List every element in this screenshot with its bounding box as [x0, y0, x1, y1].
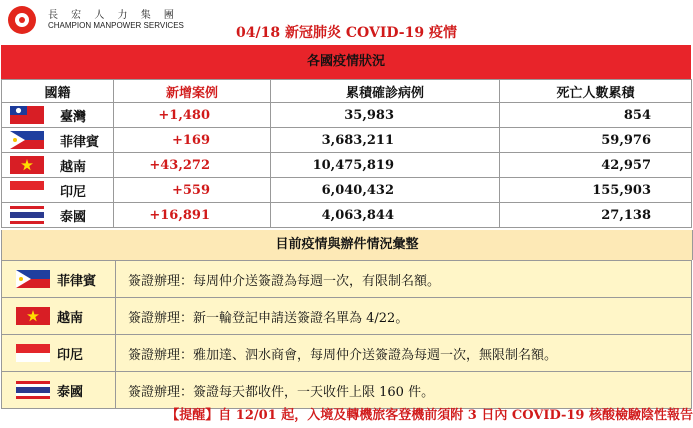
page-title: 04/18 新冠肺炎 COVID-19 疫情 [236, 25, 457, 41]
country-cell [2, 298, 116, 335]
deaths-value: 27,138 [500, 203, 692, 228]
indonesia-flag-icon [10, 181, 44, 199]
new-cases-value: +559 [114, 178, 271, 203]
column-header-country: 國籍 [2, 80, 114, 103]
visa-status-text: 簽證辦理：簽證每天都收件，一天收件上限 160 件。 [116, 372, 692, 409]
new-cases-value: +16,891 [114, 203, 271, 228]
new-cases-value: +43,272 [114, 153, 271, 178]
cumulative-value: 35,983 [271, 103, 500, 128]
country-name: 泰國 [57, 385, 84, 400]
header [0, 0, 693, 44]
logo-english-name: CHAMPION MANPOWER SERVICES [48, 21, 184, 30]
visa-table [1, 260, 692, 409]
country-name: 泰國 [60, 210, 87, 225]
country-cell [2, 103, 114, 128]
table-row [2, 335, 692, 372]
country-cell [2, 178, 114, 203]
country-cell [2, 128, 114, 153]
cumulative-value: 6,040,432 [271, 178, 500, 203]
cumulative-value: 3,683,211 [271, 128, 500, 153]
deaths-value: 854 [500, 103, 692, 128]
visa-banner: 目前疫情與辦件情況彙整 [1, 230, 693, 260]
country-name: 印尼 [57, 348, 84, 363]
thailand-flag-icon [10, 206, 44, 224]
country-cell [2, 261, 116, 298]
footer-reminder: 【提醒】自 12/01 起，入境及轉機旅客登機前須附 3 日內 COVID-19 核酸檢驗陰性報告 [166, 408, 693, 423]
table-row [2, 203, 692, 228]
philippines-flag-icon [16, 270, 50, 288]
column-header-cumulative: 累積確診病例 [271, 80, 500, 103]
deaths-value: 42,957 [500, 153, 692, 178]
column-header-new-cases: 新增案例 [114, 80, 271, 103]
column-header-deaths: 死亡人數累積 [500, 80, 692, 103]
cumulative-value: 10,475,819 [271, 153, 500, 178]
table-row [2, 298, 692, 335]
visa-status-text: 簽證辦理：每周仲介送簽證為每週一次，有限制名額。 [116, 261, 692, 298]
new-cases-value: +169 [114, 128, 271, 153]
vietnam-flag-icon [10, 156, 44, 174]
table-row [2, 178, 692, 203]
country-cell [2, 203, 114, 228]
visa-status-text: 簽證辦理：雅加達、泗水商會，每周仲介送簽證為每週一次，無限制名額。 [116, 335, 692, 372]
country-name: 菲律賓 [57, 274, 97, 289]
country-name: 菲律賓 [60, 135, 100, 150]
logo-chinese-name: 長 宏 人 力 集 團 [48, 10, 179, 21]
philippines-flag-icon [10, 131, 44, 149]
country-cell [2, 372, 116, 409]
status-table-header [2, 80, 692, 103]
table-row [2, 372, 692, 409]
country-name: 越南 [60, 160, 87, 175]
country-name: 臺灣 [60, 110, 87, 125]
table-row [2, 128, 692, 153]
table-row [2, 103, 692, 128]
country-name: 越南 [57, 311, 84, 326]
country-cell [2, 153, 114, 178]
cumulative-value: 4,063,844 [271, 203, 500, 228]
thailand-flag-icon [16, 381, 50, 399]
table-row [2, 261, 692, 298]
indonesia-flag-icon [16, 344, 50, 362]
visa-status-text: 簽證辦理：新一輪登記申請送簽證名單為 4/22。 [116, 298, 692, 335]
status-table [1, 79, 692, 228]
deaths-value: 59,976 [500, 128, 692, 153]
deaths-value: 155,903 [500, 178, 692, 203]
vietnam-flag-icon [16, 307, 50, 325]
table-row [2, 153, 692, 178]
status-banner: 各國疫情狀況 [1, 45, 691, 79]
country-name: 印尼 [60, 185, 87, 200]
new-cases-value: +1,480 [114, 103, 271, 128]
country-cell [2, 335, 116, 372]
taiwan-flag-icon [10, 106, 44, 124]
